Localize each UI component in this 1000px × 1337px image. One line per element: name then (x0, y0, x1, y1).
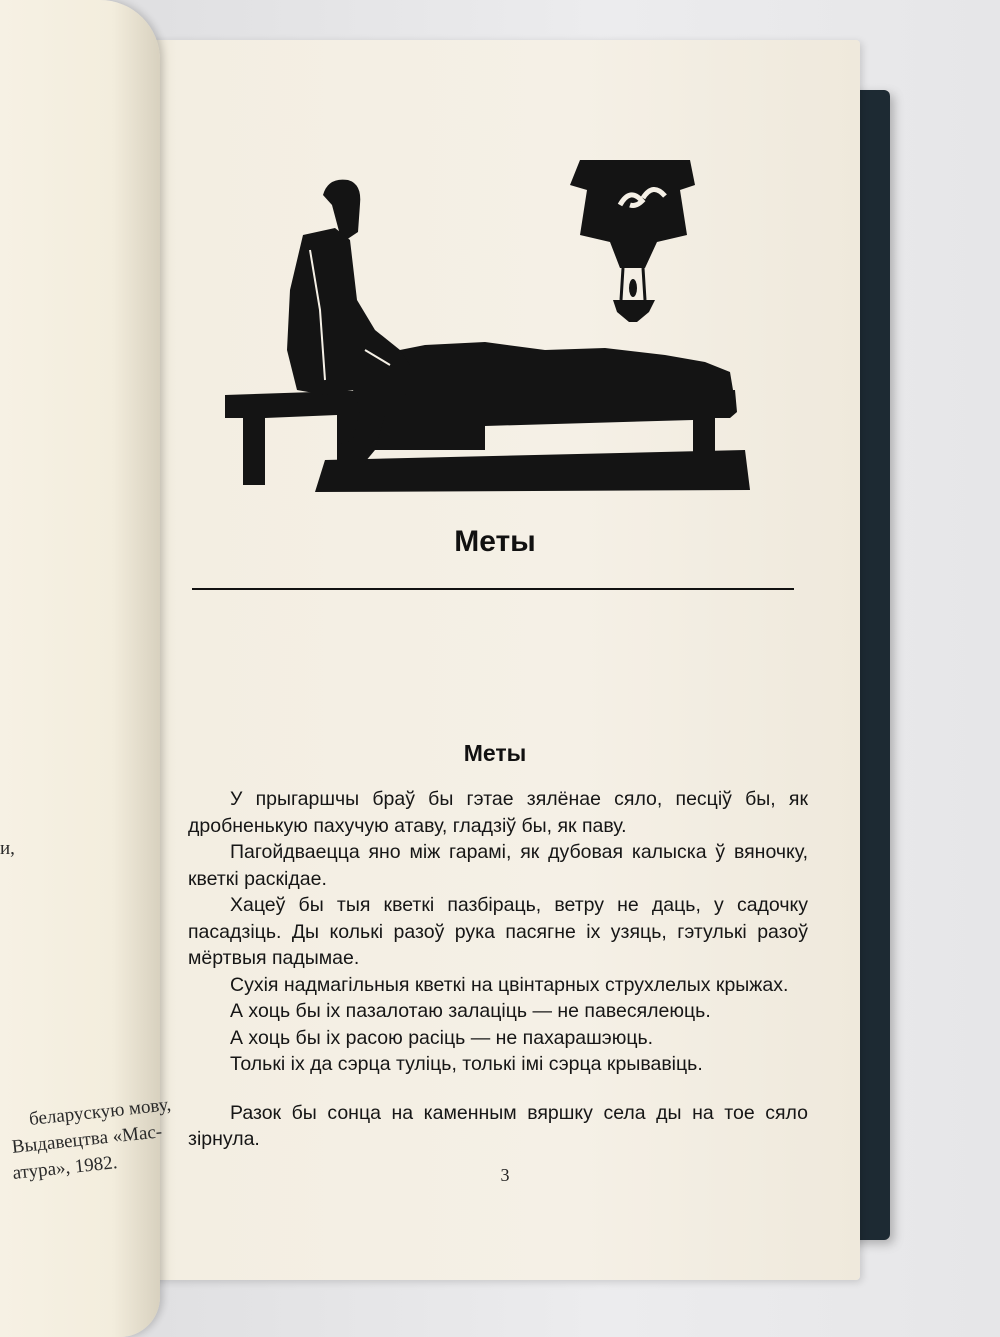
woodcut-illustration (225, 150, 755, 495)
poem-paragraph: Сухія надмагільныя кветкі на цвінтарных струхлелых крыжах. (230, 973, 789, 996)
poem-closing-paragraph: Разок бы сонца на каменным вяршку села ды на тое сяло зірнула. (188, 1101, 808, 1150)
left-margin-fragment: и, (0, 838, 15, 859)
title-rule (192, 588, 794, 590)
poem-title: Меты (463, 740, 527, 766)
hanging-cloth (570, 160, 695, 268)
floor-shadow (315, 450, 750, 492)
imprint-line-1: беларускую мову, (28, 1094, 173, 1130)
imprint-line-3: атура», 1982. (11, 1152, 119, 1184)
section-title: Меты (454, 525, 536, 558)
page-number: 3 (500, 1165, 510, 1185)
poem-body (188, 786, 808, 1153)
imprint-line-2: Выдавецтва «Мас- (10, 1121, 164, 1158)
poem-paragraph: А хоць бы іх пазалотаю залаціць — не павесялеюць. (230, 1000, 711, 1022)
poem-paragraph: А хоць бы іх расою расіць — не пахарашэюць. (230, 1026, 654, 1049)
poem-paragraph: Пагойдваецца яно між гарамі, як дубовая калыска ў вяночку, кветкі раскідае. (188, 841, 808, 890)
lamp-flame (629, 279, 637, 297)
oil-lamp (613, 300, 655, 322)
left-imprint (0, 1093, 173, 1187)
poem-paragraph: Толькі іх да сэрца туліць, толькі імі сэрца крывавіць. (230, 1053, 703, 1075)
poem-paragraph: Хацеў бы тыя кветкі пазбіраць, ветру не даць, у садочку пасадзіць. Ды колькі разоў рука пасягне іх узяць, гэтулькі разоў мёртвыя падымае. (188, 894, 808, 969)
poem-paragraph: У прыгаршчы браў бы гэтае зялёнае сяло, песціў бы, як дробненькую пахучую атаву, гладзіў бы, як паву. (188, 788, 808, 837)
